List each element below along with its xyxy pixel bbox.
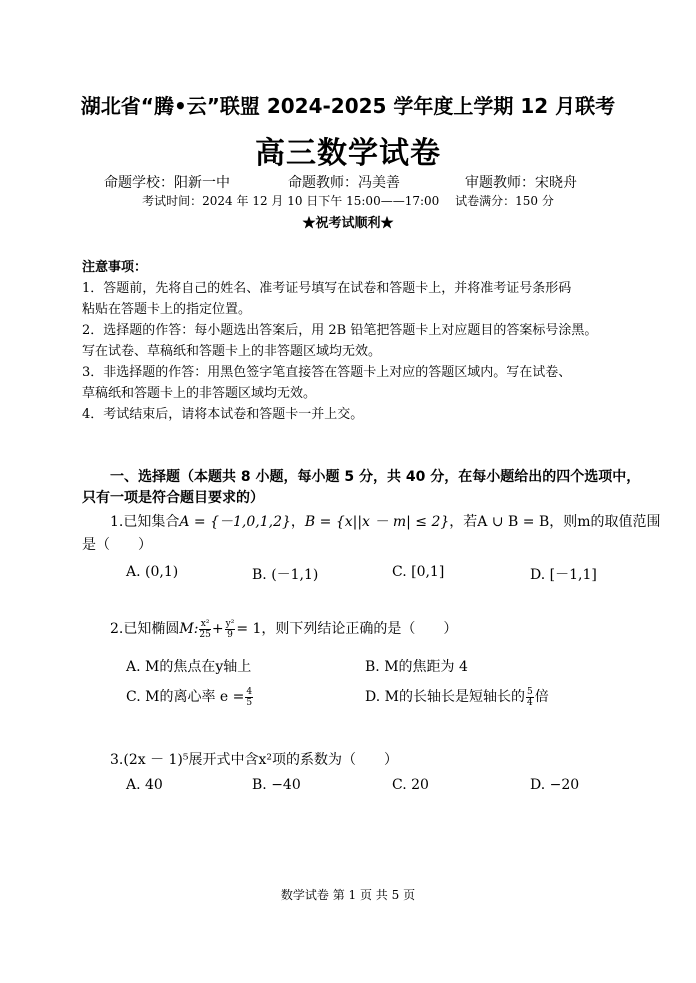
- q1-comma: ，: [290, 514, 305, 530]
- notice-heading: 注意事项：: [82, 260, 148, 275]
- q2-option-c: C. M的离心率 e = $\frac{4}{5}$: [126, 686, 253, 708]
- q3-option-b: B. −40: [252, 777, 301, 793]
- question-1-stem: [110, 511, 661, 531]
- question-3-stem: 3.(2x － 1)⁵展开式中含x²项的系数为（ ）: [110, 752, 399, 768]
- question-1-stem-cont: 是（ ）: [82, 537, 152, 553]
- q2-option-d: D. M的长轴长是短轴长的 $\frac{5}{4}$ 倍: [365, 686, 549, 708]
- q2-option-d-fraction: $\frac{5}{4}$: [526, 686, 533, 708]
- q2-plus: +: [211, 621, 224, 637]
- q2-fraction-y: $\frac{\text{y²}}{9}$: [225, 618, 235, 640]
- q1-condition: ，若A ∪ B = B，则m的取值范围: [449, 514, 661, 530]
- setter-school: 命题学校：阳新一中: [104, 175, 230, 191]
- q1-option-b: B. (－1,1): [252, 567, 319, 583]
- exam-time-info: 考试时间：2024 年 12 月 10 日下午 15:00——17:00 试卷满分：150 分: [142, 194, 554, 208]
- q2-suffix: = 1，则下列结论正确的是（ ）: [236, 621, 458, 637]
- notice-line: 草稿纸和答题卡上的非答题区域均无效。: [82, 386, 317, 401]
- exam-title: 高三数学试卷: [255, 136, 441, 171]
- notice-line: 1．答题前，先将自己的姓名、准考证号填写在试卷和答题卡上，并将准考证号条形码: [82, 281, 572, 296]
- section-heading-cont: 只有一项是符合题目要求的）: [82, 490, 264, 506]
- section-heading: 一、选择题（本题共 8 小题，每小题 5 分，共 40 分，在每小题给出的四个选项中，: [110, 469, 641, 485]
- q2-option-c-fraction: $\frac{4}{5}$: [246, 686, 253, 708]
- q2-fraction-x: $\frac{\text{x²}}{25}$: [199, 618, 211, 640]
- notice-line: 写在试卷、草稿纸和答题卡上的非答题区域均无效。: [82, 344, 382, 359]
- notice-line: 2．选择题的作答：每小题选出答案后，用 2B 铅笔把答题卡上对应题目的答案标号涂黑。: [82, 323, 598, 338]
- good-luck-wish: ★祝考试顺利★: [302, 216, 394, 231]
- q1-option-a: A. (0,1): [126, 564, 179, 580]
- q2-option-a: A. M的焦点在y轴上: [126, 659, 252, 675]
- q1-option-c: C. [0,1]: [392, 564, 445, 580]
- page-footer: 数学试卷 第 1 页 共 5 页: [280, 888, 416, 902]
- q1-set-b: B = {x||x － m| ≤ 2}: [304, 514, 450, 530]
- q2-ellipse-name: M:: [179, 621, 199, 637]
- reviewer-teacher: 审题教师：宋晓舟: [465, 175, 577, 191]
- question-2-stem: [110, 618, 457, 640]
- exam-series-title: 湖北省“腾•云”联盟 2024-2025 学年度上学期 12 月联考: [80, 94, 616, 118]
- q3-option-d: D. −20: [530, 777, 580, 793]
- q3-option-a: A. 40: [126, 777, 163, 793]
- q1-prefix: 1.已知集合: [110, 514, 180, 530]
- notice-line: 粘贴在答题卡上的指定位置。: [82, 302, 252, 317]
- notice-line: 4．考试结束后，请将本试卷和答题卡一并上交。: [82, 407, 364, 422]
- q2-prefix: 2.已知椭圆: [110, 621, 180, 637]
- notice-line: 3．非选择题的作答：用黑色签字笔直接答在答题卡上对应的答题区域内。写在试卷、: [82, 365, 572, 380]
- q2-option-b: B. M的焦距为 4: [365, 659, 468, 675]
- setter-teacher: 命题教师：冯美善: [288, 175, 400, 191]
- q1-option-d: D. [－1,1]: [530, 567, 597, 583]
- q1-set-a: A = {－1,0,1,2}: [179, 514, 291, 530]
- q3-option-c: C. 20: [392, 777, 429, 793]
